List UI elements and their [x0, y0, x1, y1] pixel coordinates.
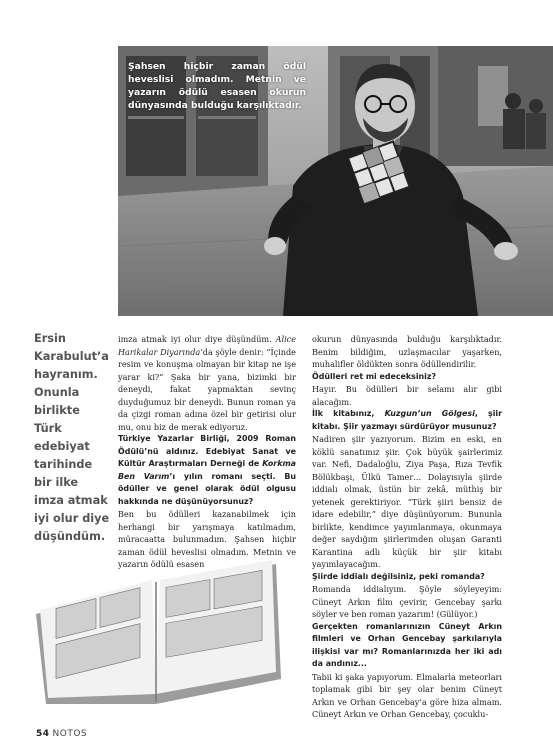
text-run: ’da şöyle denir: “İçinde resim ve konuşma olmayan bir kitap ne işe yarar ki?” Şaka bir yana, bizimki bir deneydi, fakat yapmaktan sevinç duyduğumuz bir deneydi. Bunun roman ya da çizgi roman adına özel bir getirisi olur mu, onu biz de merak ediyoruz. [118, 346, 296, 432]
interview-question [312, 408, 502, 433]
paragraph: Tabii ki şaka yapıyorum. Elmalarla meteorları toplamak gibi bir şey olar benim Cüneyt Arkın ve Orhan Gencebay’a göre hiza almam. Cüneyt Arkın ve Orhan Gencebay, çocuklu- [312, 671, 502, 719]
paragraph: Hayır. Bu ödülleri bir selamı alır gibi alacağım. [312, 384, 502, 407]
open-book-image [26, 554, 286, 712]
pull-quote: Ersin Karabulut’a hayranım. Onunla birlikte Türk edebiyat tarihinde bir ilke imza atmak iyi olur diye düşündüm. [34, 332, 110, 543]
italic-title: Alice Harikalar Diyarında [118, 334, 296, 357]
article-column-middle [118, 333, 296, 571]
paragraph: okurun dünyasında bulduğu karşılıktadır. Benim bildiğim, uzlaşmacılar yaşarken, muhalifler öldükten sonra ödüllendirilir. [312, 334, 502, 369]
book-illustration [26, 554, 286, 712]
text-run: , şiir kitabı. Şiir yazmayı sürdürüyor musunuz? [312, 409, 502, 431]
interview-question: Gerçekten romanlarınızın Cüneyt Arkın filmleri ve Orhan Gencebay şarkılarıyla ilişkisi var mı? Romanlarınızda her iki adı da andınız... [312, 621, 502, 668]
photo-caption-quote: Şahsen hiçbir zaman ödül heveslisi olmadım. Metnin ve yazarın ödülü esasen okurun dünyasında bulduğu karşılıktadır. [128, 61, 306, 111]
interview-question: Ödülleri ret mi edeceksiniz? [312, 371, 437, 381]
text-run: Türkiye Yazarlar Birliği, 2009 Roman Ödülü’nü aldınız. Edebiyat Sanat ve Kültür Araştırmaları Derneği de [118, 434, 296, 468]
text-run: İlk kitabınız, [312, 409, 385, 418]
paragraph: Nadiren şiir yazıyorum. Bizim en eski, en köklü sanatımız şiir. Çok büyük şairlerimiz var. Nefi, Dadaloğlu, Ziya Paşa, Rıza Tevfik Bölükbaşı, Ülkü Tamer… Dolayısıyla şiirde iddialı olmak, üstün bir zekâ, müthiş bir yetenek gerektiriyor. “Türk şiiri bensiz de idare edebilir,” diye düşünüyorum. Bununla birlikte, kendimce yayımlanmaya, okunmaya değer saydığım şiirlerimden oluşan Garanti Karantina adlı küçük bir şiir kitabı yayımlayacağım. [312, 434, 502, 569]
paragraph: Romanda iddialıyım. Şöyle söyleyeyim: Cüneyt Arkın film çevirir, Gencebay şarkı söyler ve ben roman yazarım! (Gülüyor.) [312, 584, 502, 619]
interview-question [118, 433, 296, 508]
text-run: ’ı yılın romanı seçti. Bu ödüller ve genel olarak ödül olgusu hakkında ne düşünüyorsunuz? [118, 471, 296, 506]
page-footer [36, 729, 87, 739]
page-number: 54 [36, 729, 50, 739]
text-run: imza atmak iyi olur diye düşündüm. [118, 334, 276, 344]
interview-question: Şiirde iddialı değilsiniz, peki romanda? [312, 571, 485, 581]
paragraph: Ben bu ödülleri kazanabilmek için herhangi bir yarışmaya katılmadım, müracaatta bulunmadım. Şahsen hiçbir zaman ödül heveslisi olmadım. Metnin ve yazarın ödülü esasen [118, 509, 296, 569]
magazine-name: NOTOS [52, 729, 88, 739]
article-column-right [312, 333, 502, 721]
italic-title: Korkma Ben Varım [118, 459, 296, 481]
italic-title: Kuzgun’un Gölgesi [384, 409, 475, 418]
paragraph [118, 333, 296, 433]
